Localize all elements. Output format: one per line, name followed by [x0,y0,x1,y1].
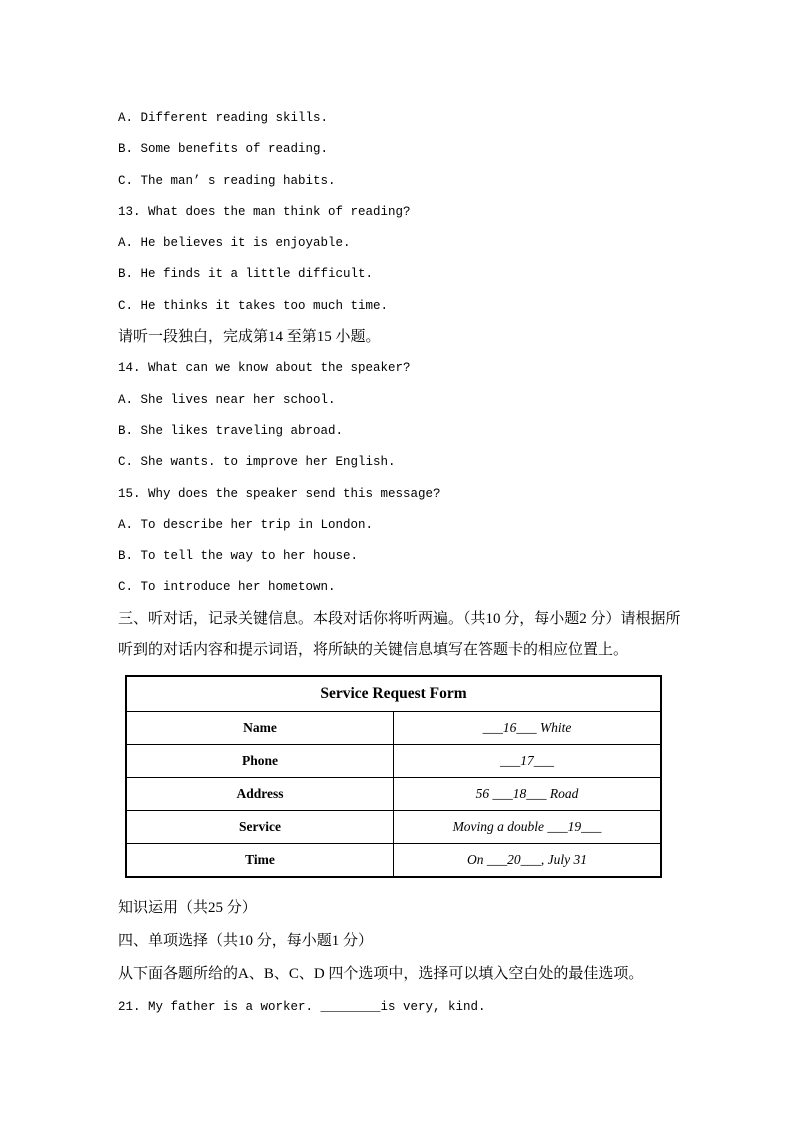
form-value-phone: ___17___ [394,745,662,778]
section-4-instruction: 从下面各题所给的A、B、C、D 四个选项中，选择可以填入空白处的最佳选项。 [118,965,644,982]
form-value-name: ___16___ White [394,712,662,745]
section-4-heading: 四、单项选择（共10 分，每小题1 分） [118,933,374,950]
answer-option-b: B. He finds it a little difficult. [118,267,374,282]
table-row [126,712,661,745]
form-value-service: Moving a double ___19___ [394,811,662,844]
knowledge-section [118,892,686,1023]
form-label-phone: Phone [126,745,394,778]
form-label-address: Address [126,778,394,811]
question-13: 13. What does the man think of reading? [118,204,411,219]
table-row [126,844,661,878]
answer-option-a: A. He believes it is enjoyable. [118,236,351,251]
form-title-row [126,676,661,712]
monologue-instruction: 请听一段独白，完成第14 至第15 小题。 [118,329,381,346]
answer-option-c: C. She wants. to improve her English. [118,455,396,470]
form-label-name: Name [126,712,394,745]
answer-option-b: B. She likes traveling abroad. [118,423,344,438]
answer-option-a: A. Different reading skills. [118,111,329,125]
form-title: Service Request Form [126,676,661,712]
knowledge-section-heading: 知识运用（共25 分） [118,900,257,917]
answer-option-a: A. She lives near her school. [118,392,336,407]
service-request-form-table [125,675,662,878]
answer-option-a: A. To describe her trip in London. [118,517,374,532]
table-row [126,778,661,811]
section-3-instruction: 三、听对话，记录关键信息。本段对话你将听两遍。（共10 分，每小题2 分）请根据所听到的对话内容和提示词语，将所缺的关键信息填写在答题卡的相应位置上。 [118,610,681,659]
question-14: 14. What can we know about the speaker? [118,361,411,376]
answer-option-b: B. Some benefits of reading. [118,142,329,157]
answer-option-b: B. To tell the way to her house. [118,549,359,564]
answer-option-c: C. The man’ s reading habits. [118,173,336,188]
answer-option-c: C. To introduce her hometown. [118,580,336,595]
form-label-service: Service [126,811,394,844]
question-15: 15. Why does the speaker send this message? [118,486,441,501]
form-value-time: On ___20___, July 31 [394,844,662,878]
form-value-address: 56 ___18___ Road [394,778,662,811]
question-21: 21. My father is a worker. ________is very, kind. [118,999,486,1014]
table-row [126,745,661,778]
table-row [126,811,661,844]
answer-option-c: C. He thinks it takes too much time. [118,298,389,313]
form-label-time: Time [126,844,394,878]
